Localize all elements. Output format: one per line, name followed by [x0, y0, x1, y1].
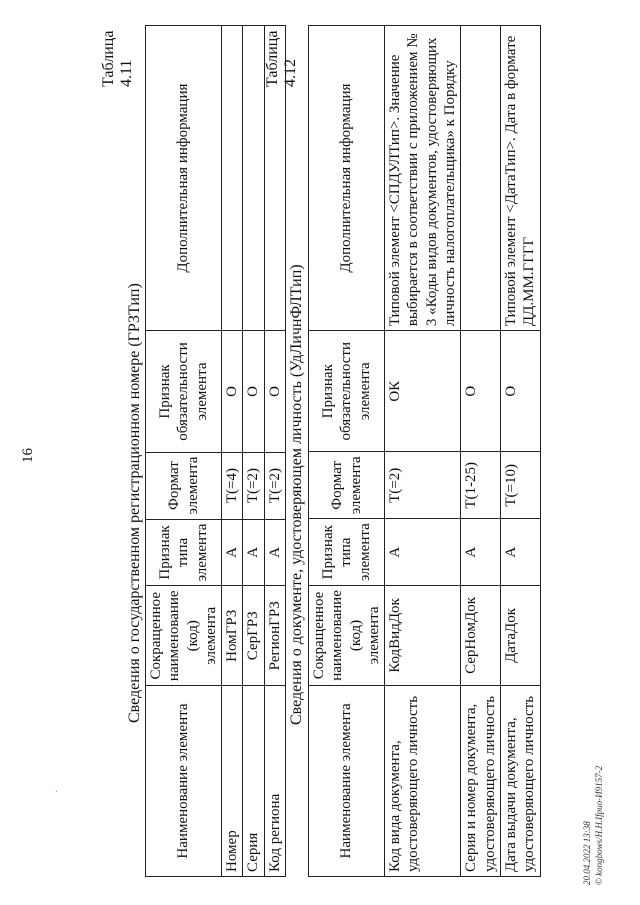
cell-type: А [264, 519, 285, 586]
cell-type: А [385, 519, 461, 586]
cell-info [461, 26, 501, 331]
table-caption-4-12: Таблица 4.12 [264, 30, 299, 87]
cell-required: ОК [385, 331, 461, 452]
table-row [500, 26, 540, 877]
header-required: Признак обязательности элемента [309, 331, 385, 452]
header-type: Признак типа элемента [146, 519, 222, 586]
cell-name: Код вида документа, удостоверяющего личность [385, 685, 461, 876]
cell-type: А [222, 519, 243, 586]
cell-name: Номер [222, 686, 243, 877]
cell-required: О [243, 331, 264, 452]
cell-code: СерГРЗ [243, 586, 264, 686]
scan-speck: · [52, 789, 63, 793]
cell-format: Т(1-25) [461, 452, 501, 519]
header-format: Формат элемента [309, 452, 385, 519]
page-number: 16 [20, 448, 36, 463]
cell-format: Т(=2) [264, 452, 285, 519]
cell-required: О [222, 331, 243, 452]
cell-code: КодВидДок [385, 586, 461, 686]
cell-info: Типовой элемент <ДатаТип>. Дата в формате ДД.ММ.ГГГГ [500, 26, 540, 331]
table-caption-4-11: Таблица 4.11 [100, 30, 135, 87]
cell-info: Типовой элемент <СПДУЛТип>. Значение выбирается в соответствии с приложением № 3 «Коды видов документов, удостоверяющих личность налогоплательщика» к Порядку [385, 26, 461, 331]
table-header-row [146, 26, 222, 877]
footer-timestamp: 20.04.2022 13:38 [582, 821, 592, 885]
cell-code: ДатаДок [500, 586, 540, 686]
table-4-11 [145, 25, 286, 877]
table-heading-4-12: Сведения о документе, удостоверяющем личность (УдЛичнФЛТип) [288, 264, 305, 725]
table-row [264, 26, 285, 877]
table-4-12 [308, 25, 541, 877]
table-row [385, 26, 461, 877]
footer-stamp: © kongbows/Н.Н.Ifpuо-И9157-2 [594, 765, 604, 885]
cell-required: О [461, 331, 501, 452]
cell-name: Код региона [264, 686, 285, 877]
cell-type: А [243, 519, 264, 586]
cell-code: НомГРЗ [222, 586, 243, 686]
cell-required: О [500, 331, 540, 452]
cell-name: Серия [243, 686, 264, 877]
cell-code: РегионГРЗ [264, 586, 285, 686]
cell-name: Серия и номер документа, удостоверяющего личность [461, 685, 501, 876]
cell-name: Дата выдачи документа, удостоверяющего личность [500, 685, 540, 876]
cell-format: Т(=2) [243, 452, 264, 519]
cell-type: А [461, 519, 501, 586]
table-row [461, 26, 501, 877]
header-code: Сокращенное наименование (код) элемента [146, 586, 222, 686]
cell-required: О [264, 331, 285, 452]
cell-type: А [500, 519, 540, 586]
header-name: Наименование элемента [146, 686, 222, 877]
header-name: Наименование элемента [309, 685, 385, 876]
table-row [222, 26, 243, 877]
header-code: Сокращенное наименование (код) элемента [309, 586, 385, 686]
header-info: Дополнительная информация [146, 26, 222, 331]
header-type: Признак типа элемента [309, 519, 385, 586]
cell-info [243, 26, 264, 331]
table-row [243, 26, 264, 877]
cell-format: Т(=2) [385, 452, 461, 519]
header-required: Признак обязательности элемента [146, 331, 222, 452]
header-info: Дополнительная информация [309, 26, 385, 331]
cell-format: Т(=10) [500, 452, 540, 519]
cell-format: Т(=4) [222, 452, 243, 519]
header-format: Формат элемента [146, 452, 222, 519]
table-header-row [309, 26, 385, 877]
table-heading-4-11: Сведения о государственном регистрационном номере (ГРЗТип) [126, 283, 143, 723]
cell-info [222, 26, 243, 331]
cell-code: СерНомДок [461, 586, 501, 686]
